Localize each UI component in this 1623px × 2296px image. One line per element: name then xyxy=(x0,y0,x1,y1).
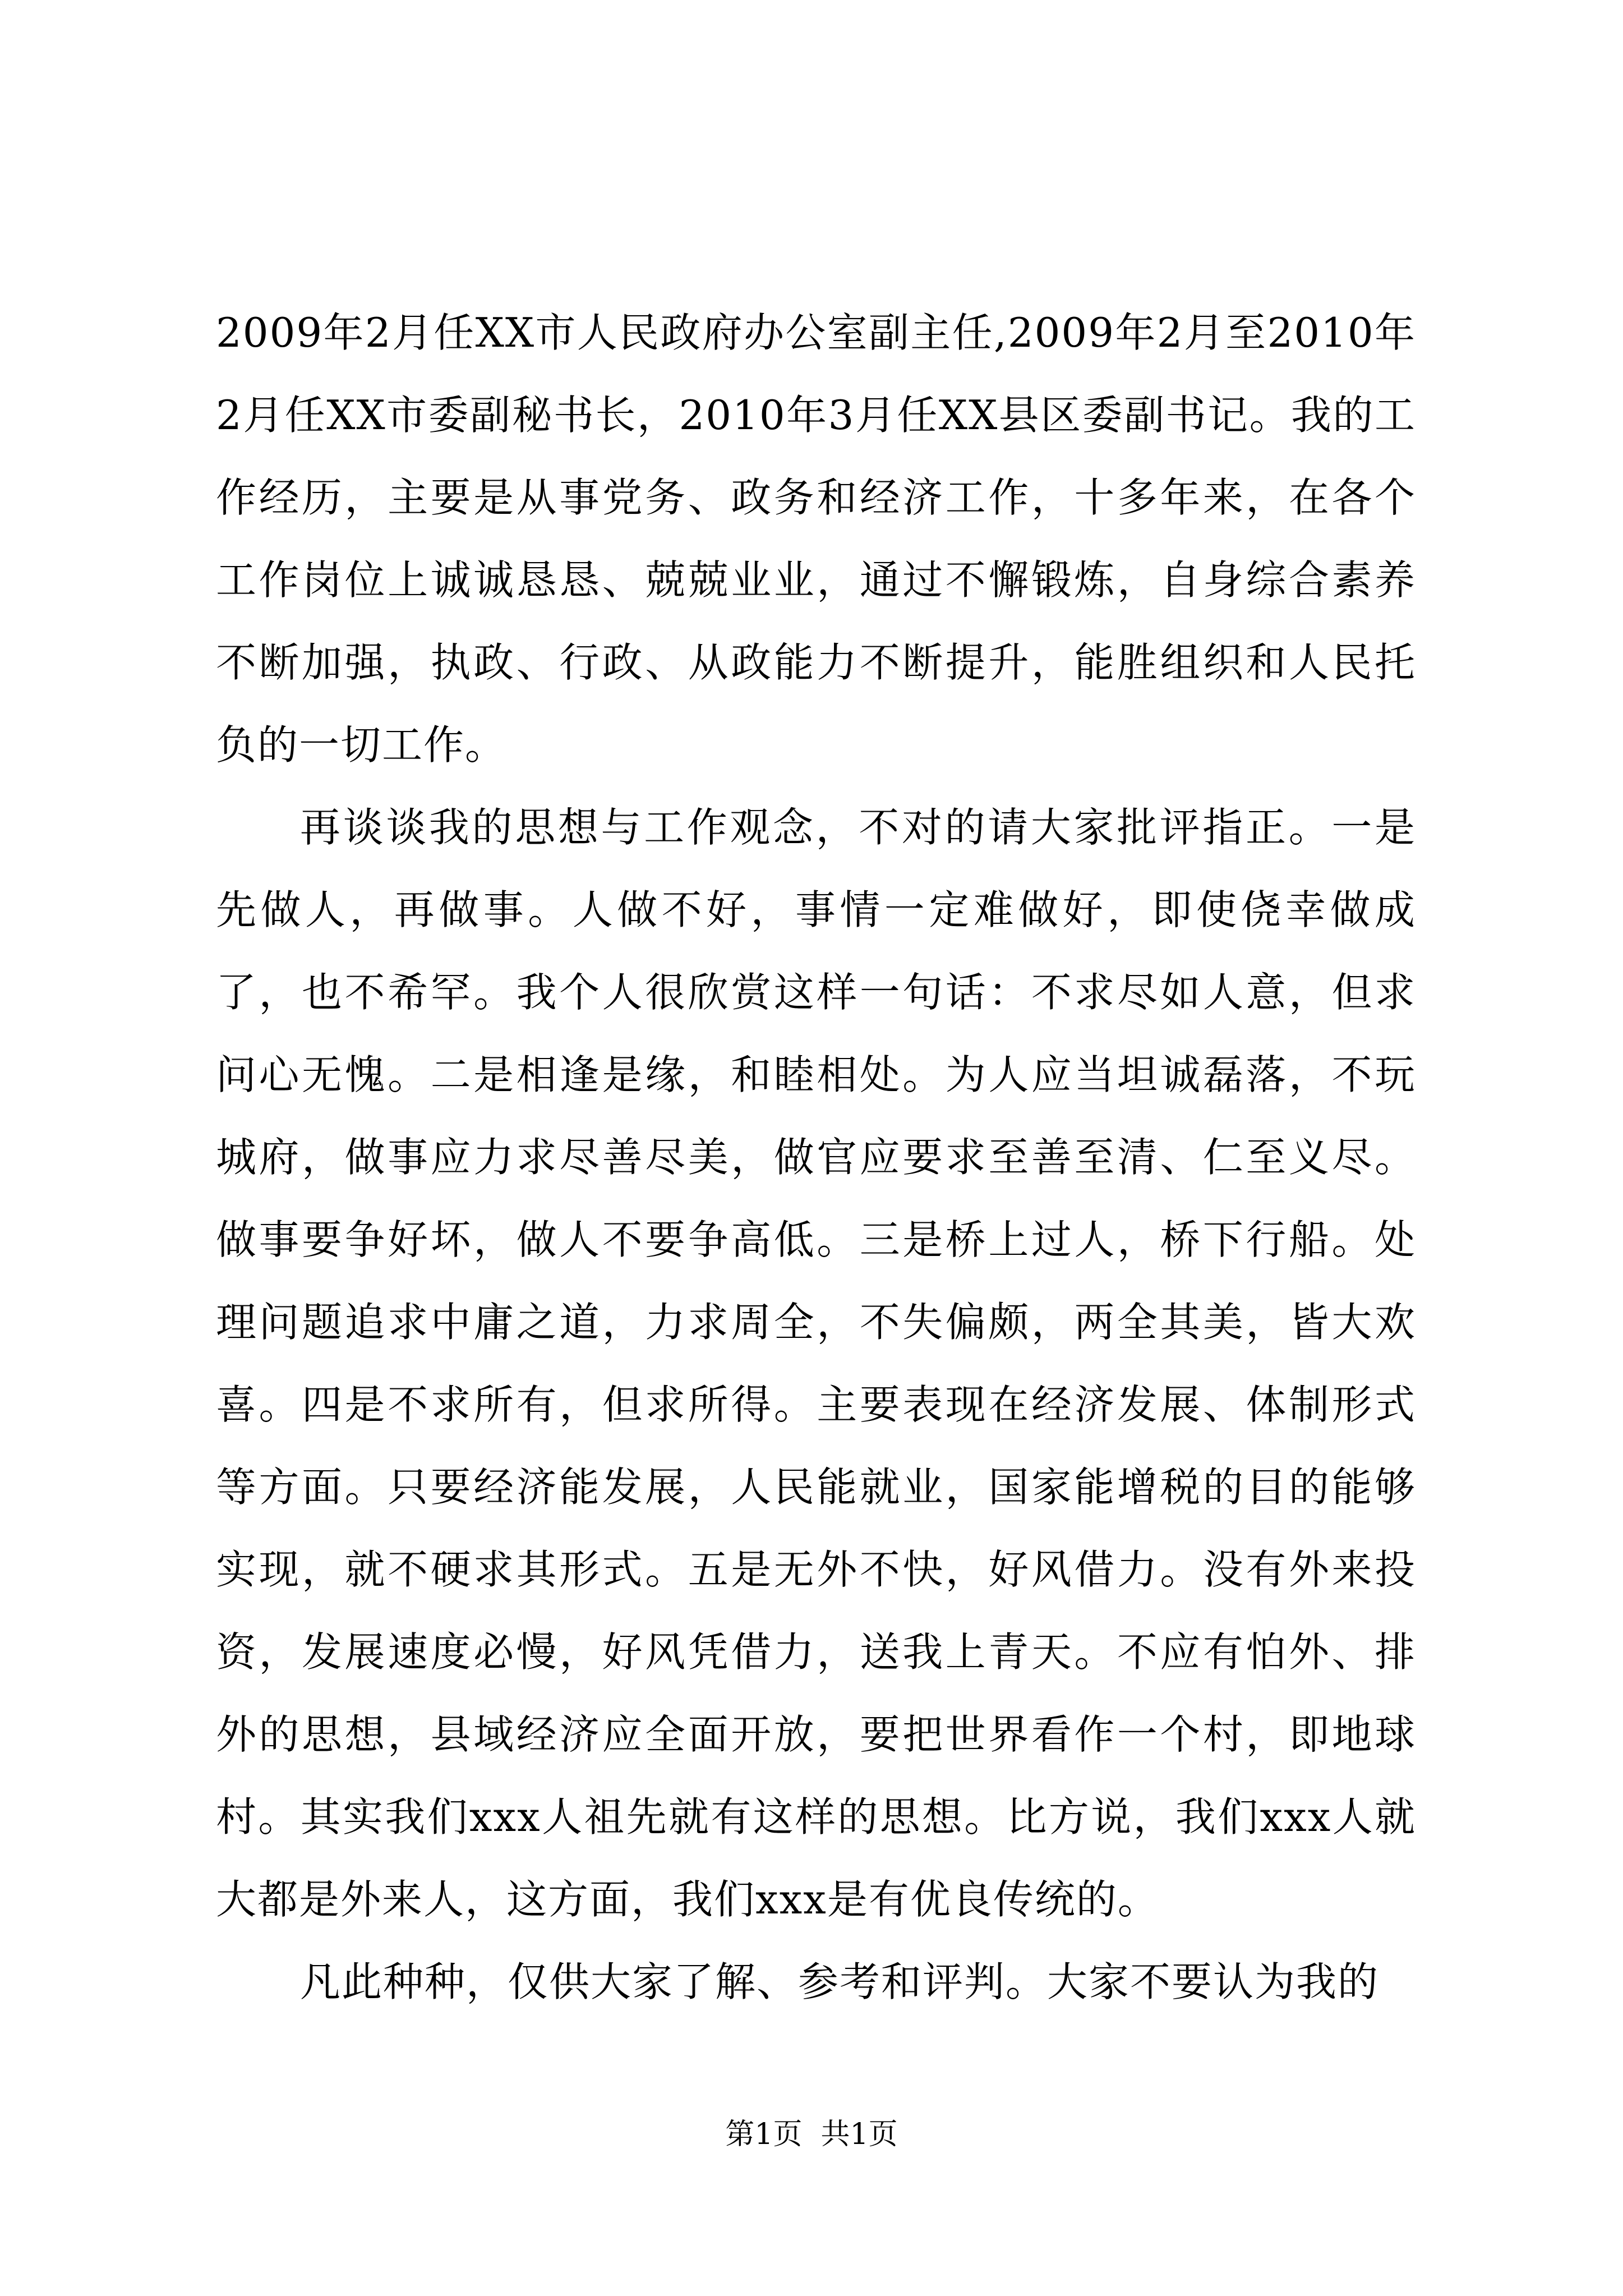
page-number-label: 第1页 共1页 xyxy=(725,2118,898,2151)
paragraph-work-philosophy: 再谈谈我的思想与工作观念，不对的请大家批评指正。一是先做人，再做事。人做不好，事情一定难做好，即使侥幸做成了，也不希罕。我个人很欣赏这样一句话：不求尽如人意，但求问心无愧。二是相逢是缘，和睦相处。为人应当坦诚磊落，不玩城府，做事应力求尽善尽美，做官应要求至善至清、仁至义尽。做事要争好坏，做人不要争高低。三是桥上过人，桥下行船。处理问题追求中庸之道，力求周全，不失偏颇，两全其美，皆大欢喜。四是不求所有，但求所得。主要表现在经济发展、体制形式等方面。只要经济能发展，人民能就业，国家能增税的目的能够实现，就不硬求其形式。五是无外不快，好风借力。没有外来投资，发展速度必慢，好风凭借力，送我上青天。不应有怕外、排外的思想，县域经济应全面开放，要把世界看作一个村，即地球村。其实我们xxx人祖先就有这样的思想。比方说，我们xxx人就大都是外来人，这方面，我们xxx是有优良传统的。 xyxy=(216,804,1416,1923)
paragraph-closing: 凡此种种，仅供大家了解、参考和评判。大家不要认为我的 xyxy=(300,1958,1380,2005)
document-body xyxy=(216,292,1416,2023)
page-footer xyxy=(0,2115,1623,2154)
paragraph-work-history: 2009年2月任XX市人民政府办公室副主任,2009年2月至2010年2月任XX市委副秘书长，2010年3月任XX县区委副书记。我的工作经历，主要是从事党务、政务和经济工作，十多年来，在各个工作岗位上诚诚恳恳、兢兢业业，通过不懈锻炼，自身综合素养不断加强，执政、行政、从政能力不断提升，能胜组织和人民托负的一切工作。 xyxy=(216,309,1416,769)
